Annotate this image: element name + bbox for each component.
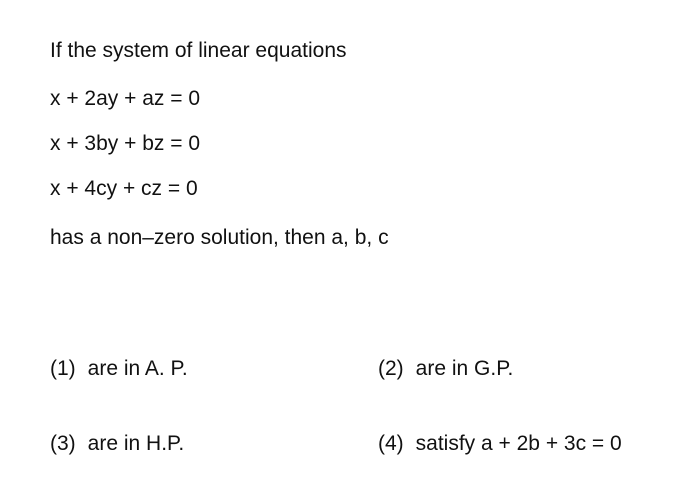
option-1-text: are in A. P.: [87, 357, 188, 380]
option-4[interactable]: [378, 433, 622, 454]
option-1-number: (1): [50, 357, 76, 380]
question-intro: If the system of linear equations: [50, 39, 347, 62]
equation-1: x + 2ay + az = 0: [50, 87, 201, 110]
option-2[interactable]: [378, 358, 513, 379]
option-1[interactable]: [50, 358, 188, 379]
option-2-text: are in G.P.: [415, 357, 514, 380]
option-3-text: are in H.P.: [87, 432, 185, 455]
option-4-text: satisfy a + 2b + 3c = 0: [415, 432, 622, 455]
equation-2: x + 3by + bz = 0: [50, 132, 201, 155]
option-3[interactable]: [50, 433, 184, 454]
option-4-number: (4): [378, 432, 404, 455]
question-condition: has a non–zero solution, then a, b, c: [50, 226, 389, 249]
option-3-number: (3): [50, 432, 76, 455]
option-2-number: (2): [378, 357, 404, 380]
equation-3: x + 4cy + cz = 0: [50, 177, 198, 200]
